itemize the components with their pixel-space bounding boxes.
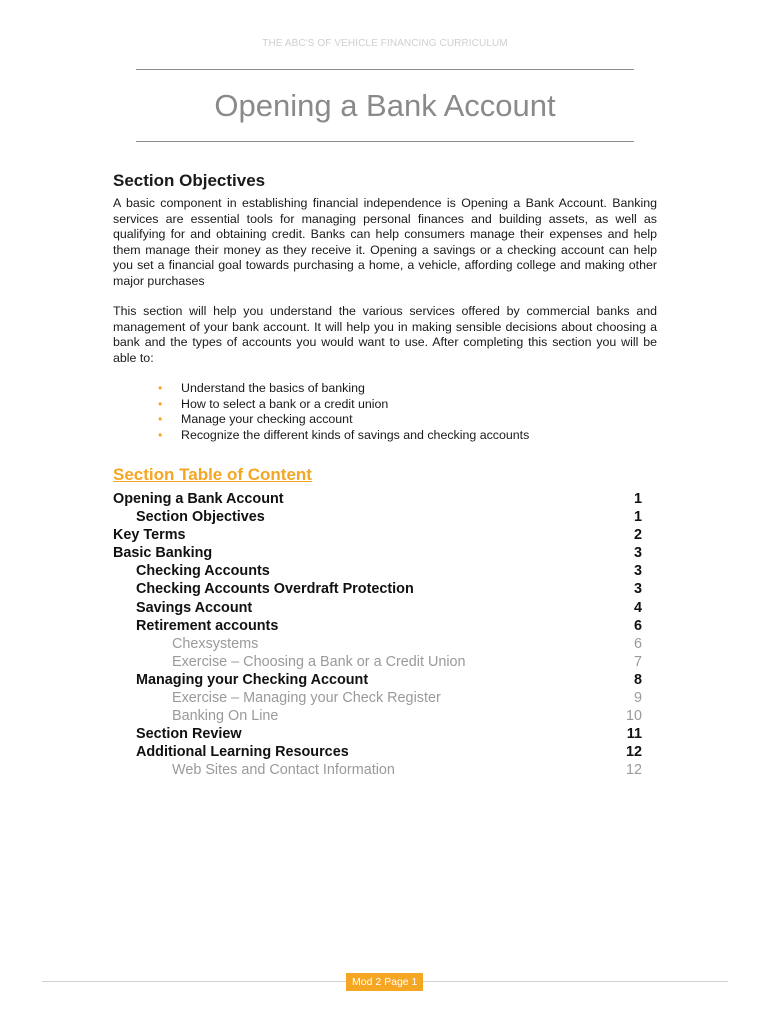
- toc-entry-page: 10: [625, 708, 642, 725]
- bullet-dot-icon: •: [158, 412, 163, 427]
- toc-entry-page: 12: [625, 744, 642, 761]
- toc-entry-label: Chexsystems: [172, 635, 259, 652]
- toc-entry-page: 6: [633, 635, 642, 652]
- toc-entry-label: Checking Accounts Overdraft Protection: [136, 581, 414, 598]
- footer-page-label: Mod 2 Page 1: [346, 973, 423, 991]
- bullet-text: How to select a bank or a credit union: [181, 396, 389, 411]
- toc-entry[interactable]: [113, 562, 642, 580]
- toc-entry-label: Managing your Checking Account: [136, 671, 369, 688]
- toc-entry[interactable]: [113, 526, 642, 544]
- toc-entry[interactable]: [113, 653, 642, 671]
- toc-entry-label: Basic Banking: [113, 545, 213, 562]
- toc-entry-page: 1: [633, 509, 642, 526]
- toc-entry[interactable]: [113, 671, 642, 689]
- toc-entry-label: Checking Accounts: [136, 563, 270, 580]
- bullet-text: Recognize the different kinds of savings and checking accounts: [181, 427, 530, 442]
- title-rule-bottom: [136, 141, 634, 142]
- bullet-text: Manage your checking account: [181, 412, 353, 427]
- toc-entry-page: 6: [633, 617, 642, 634]
- toc-entry-page: 8: [633, 671, 642, 688]
- bullet-item: [158, 381, 529, 397]
- toc-entry-label: Savings Account: [136, 599, 253, 616]
- toc-entry[interactable]: [113, 580, 642, 598]
- bullet-item: [158, 412, 529, 428]
- title-rule-top: [136, 69, 634, 70]
- toc-entry-label: Additional Learning Resources: [136, 744, 349, 761]
- toc-entry[interactable]: [113, 725, 642, 743]
- bullet-dot-icon: •: [158, 396, 163, 411]
- bullet-dot-icon: •: [158, 427, 163, 442]
- toc-entry[interactable]: [113, 544, 642, 562]
- bullet-text: Understand the basics of banking: [181, 381, 365, 395]
- objectives-paragraph-1: A basic component in establishing financial independence is Opening a Bank Account. Banking services are essential tools for managing personal finances and building assets, as well as qualifying for and obtaining credit. Banks can help consumers manage their expenses and help them manage their money as they receive it. Opening a savings or a checking account can help you set a financial goal towards purchasing a home, a vehicle, affording college and making other major purchases: [113, 196, 657, 288]
- toc-entry-page: 11: [626, 726, 642, 743]
- toc-entry-label: Opening a Bank Account: [113, 491, 284, 507]
- toc-entry[interactable]: [113, 689, 642, 707]
- toc-entry-page: 3: [633, 545, 642, 562]
- toc-heading[interactable]: Section Table of Content: [113, 465, 312, 484]
- bullet-dot-icon: •: [158, 381, 163, 395]
- objectives-paragraph-2: This section will help you understand the various services offered by commercial banks and management of your bank account. It will help you in making sensible decisions about choosing a bank and the types of accounts you would want to use. After completing this section you will be able to:: [113, 304, 657, 365]
- section-objectives-heading: Section Objectives: [113, 171, 266, 190]
- toc-entry[interactable]: [113, 490, 642, 508]
- toc-entry[interactable]: [113, 617, 642, 635]
- toc-entry-page: 9: [633, 690, 642, 707]
- toc-entry-page: 3: [633, 581, 642, 598]
- toc-entry[interactable]: [113, 707, 642, 725]
- table-of-contents: [113, 490, 642, 780]
- toc-entry-label: Web Sites and Contact Information: [172, 762, 395, 779]
- toc-entry-label: Key Terms: [113, 527, 186, 544]
- toc-entry-label: Retirement accounts: [136, 617, 279, 634]
- toc-entry-page: 1: [633, 491, 642, 507]
- toc-entry[interactable]: [113, 635, 642, 653]
- toc-entry-label: Banking On Line: [172, 708, 279, 725]
- toc-entry-label: Exercise – Managing your Check Register: [172, 690, 441, 707]
- toc-entry-label: Exercise – Choosing a Bank or a Credit Union: [172, 653, 466, 670]
- toc-entry-page: 3: [633, 563, 642, 580]
- objectives-bullet-list: [158, 381, 529, 443]
- toc-entry[interactable]: [113, 508, 642, 526]
- page-title: Opening a Bank Account: [214, 88, 556, 123]
- bullet-item: [158, 428, 529, 444]
- toc-entry-label: Section Objectives: [136, 509, 265, 526]
- toc-entry-page: 4: [633, 599, 642, 616]
- bullet-item: [158, 397, 529, 413]
- toc-entry[interactable]: [113, 743, 642, 761]
- toc-entry[interactable]: [113, 599, 642, 617]
- running-header: THE ABC'S OF VEHICLE FINANCING CURRICULUM: [262, 38, 508, 49]
- toc-entry-label: Section Review: [136, 726, 242, 743]
- toc-entry-page: 12: [625, 762, 642, 779]
- toc-entry-page: 7: [633, 653, 642, 670]
- toc-entry-page: 2: [633, 527, 642, 544]
- toc-entry[interactable]: [113, 761, 642, 779]
